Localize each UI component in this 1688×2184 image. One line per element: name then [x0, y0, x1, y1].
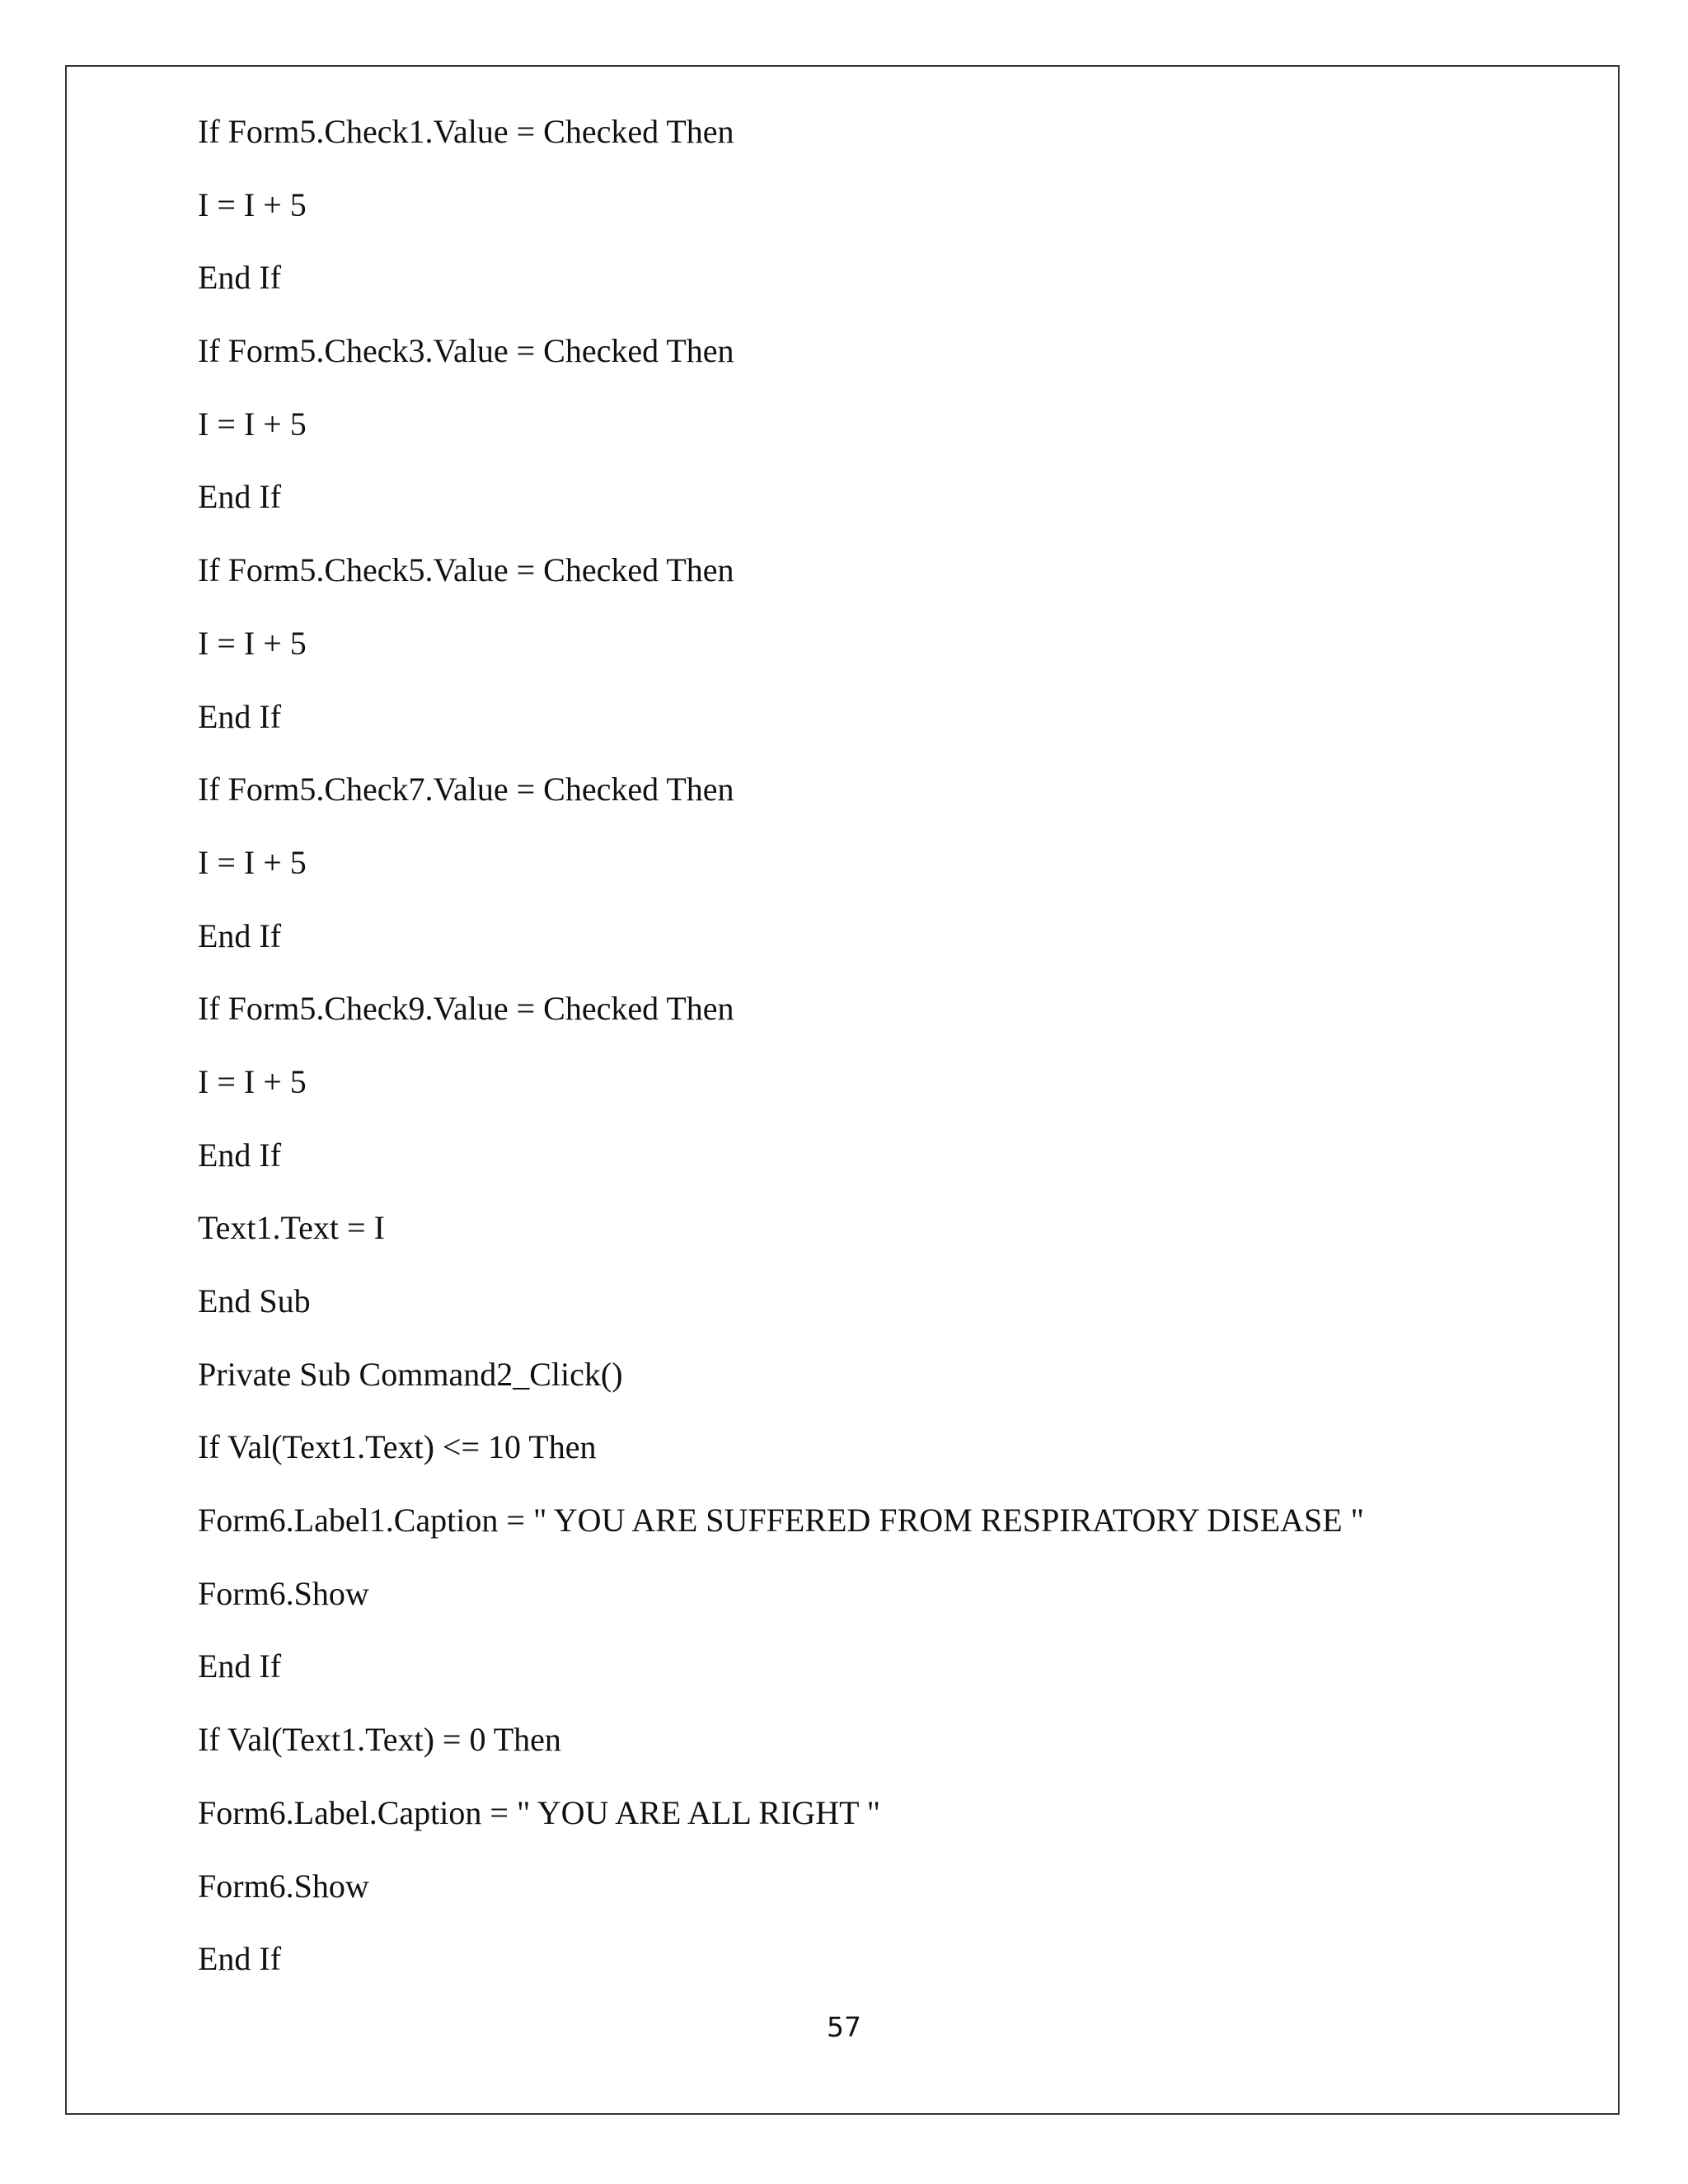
code-line: If Form5.Check5.Value = Checked Then — [198, 551, 734, 589]
code-line: If Form5.Check7.Value = Checked Then — [198, 771, 734, 808]
code-line: If Form5.Check1.Value = Checked Then — [198, 113, 734, 150]
code-line: If Form5.Check9.Value = Checked Then — [198, 990, 734, 1028]
code-line: If Form5.Check3.Value = Checked Then — [198, 332, 734, 370]
code-line: Form6.Show — [198, 1574, 369, 1612]
code-listing — [198, 112, 1364, 2013]
code-line: End If — [198, 697, 282, 735]
code-line: I = I + 5 — [198, 843, 307, 881]
code-line: If Val(Text1.Text) = 0 Then — [198, 1721, 561, 1759]
code-line: Form6.Label1.Caption = " YOU ARE SUFFERED FROM RESPIRATORY DISEASE " — [198, 1502, 1364, 1540]
code-line: I = I + 5 — [198, 185, 307, 223]
page-number: 57 — [827, 2011, 861, 2043]
code-line: I = I + 5 — [198, 405, 307, 443]
code-line: End If — [198, 1647, 282, 1685]
code-line: End If — [198, 1136, 282, 1174]
code-line: End If — [198, 916, 282, 954]
code-line: Form6.Show — [198, 1867, 369, 1905]
code-line: End If — [198, 259, 282, 297]
code-line: If Val(Text1.Text) <= 10 Then — [198, 1428, 597, 1466]
code-line: I = I + 5 — [198, 1062, 307, 1100]
code-line: End Sub — [198, 1282, 311, 1319]
code-line: I = I + 5 — [198, 624, 307, 662]
code-line: Text1.Text = I — [198, 1209, 385, 1247]
code-line: End If — [198, 1940, 282, 1978]
code-line: Form6.Label.Caption = " YOU ARE ALL RIGHT " — [198, 1793, 881, 1831]
code-line: End If — [198, 478, 282, 516]
code-line: Private Sub Command2_Click() — [198, 1355, 623, 1393]
